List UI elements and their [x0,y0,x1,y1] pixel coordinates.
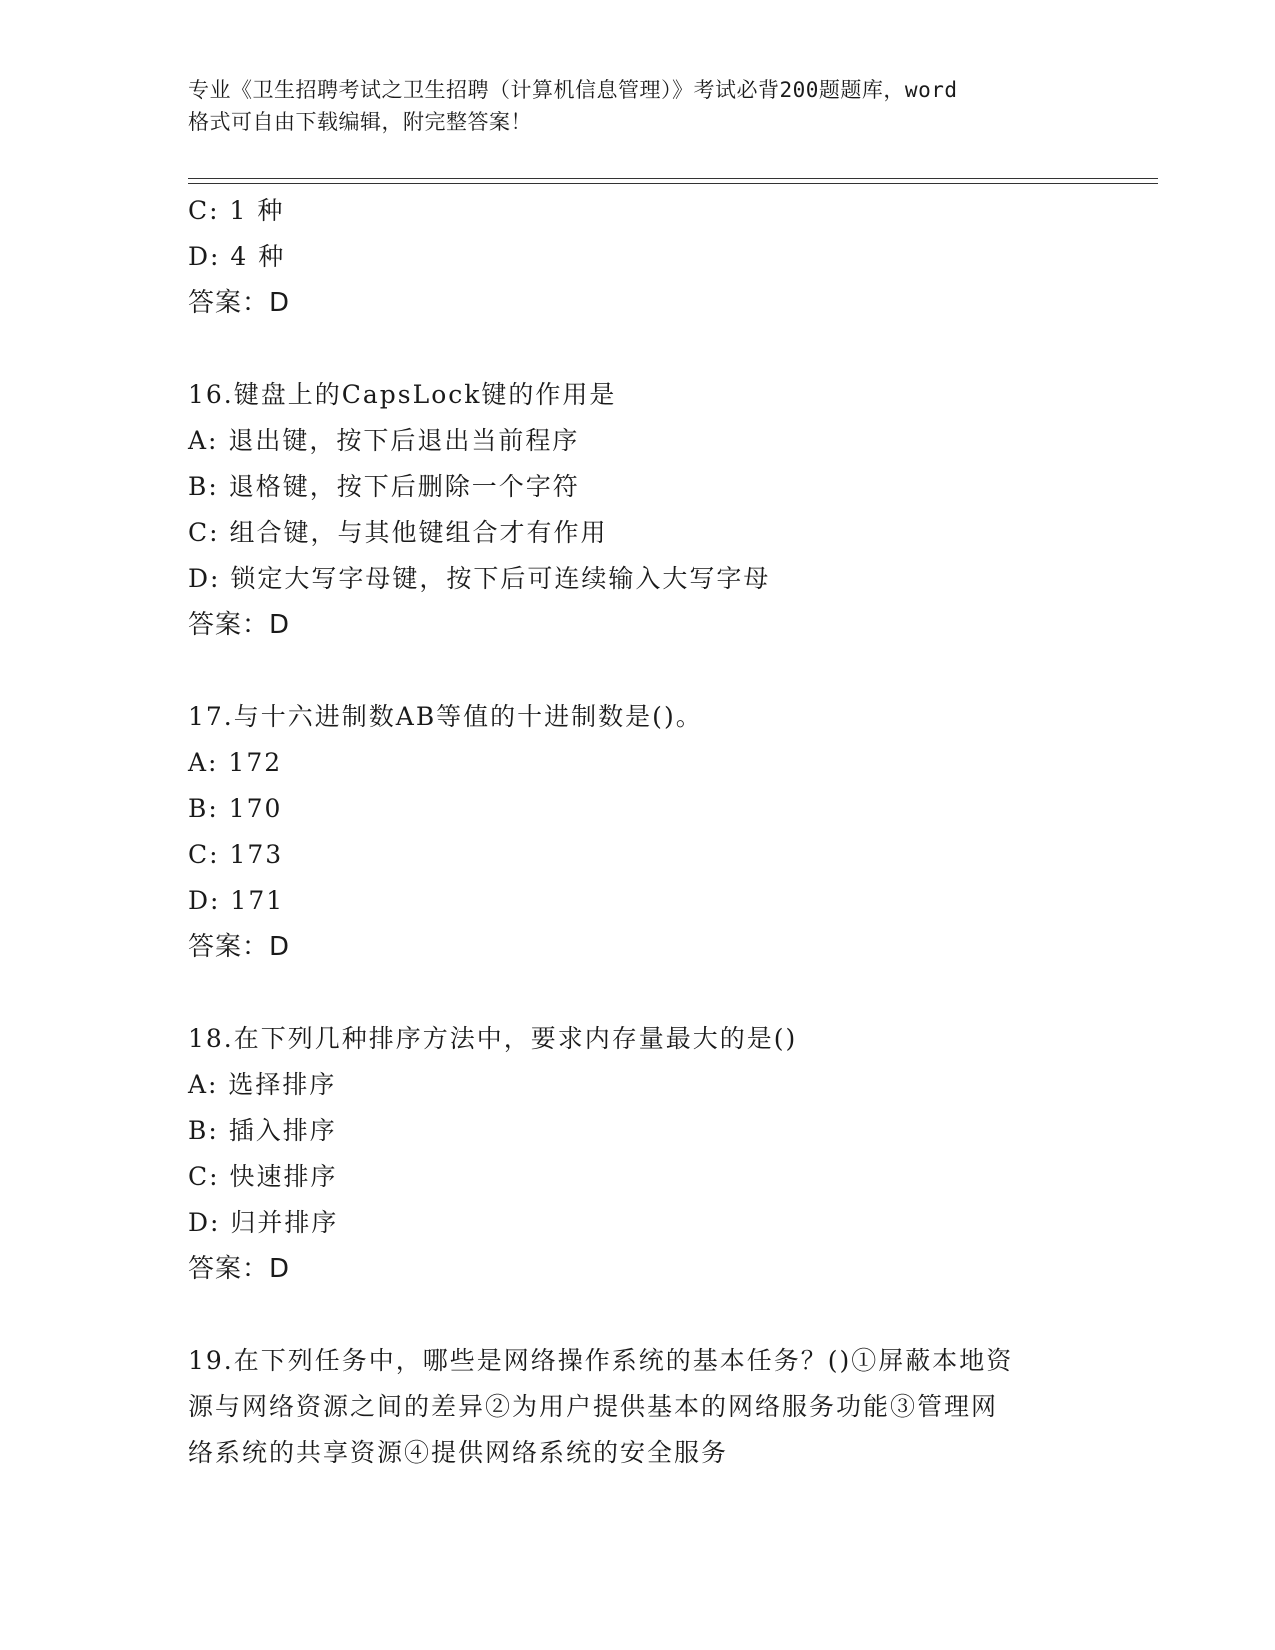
question-stem-line-2: 源与网络资源之间的差异②为用户提供基本的网络服务功能③管理网 [188,1392,999,1421]
header-divider-bottom [188,183,1158,184]
spacer [188,326,1088,372]
option-d: D: 171 [188,886,285,915]
question-content [188,188,1088,1476]
option-a: A: 172 [188,748,283,777]
spacer [188,648,1088,694]
header-line-1: 专业《卫生招聘考试之卫生招聘（计算机信息管理）》考试必背200题题库，word [188,78,958,102]
question-18 [188,1016,1088,1292]
option-d: D: 归并排序 [188,1208,339,1237]
option-b: B: 170 [188,794,283,823]
spacer [188,1292,1088,1338]
spacer [188,970,1088,1016]
question-stem: 18.在下列几种排序方法中，要求内存量最大的是() [188,1024,798,1053]
header-line-2: 格式可自由下载编辑，附完整答案！ [188,110,532,134]
option-c: C: 173 [188,840,284,869]
answer: 答案：D [188,288,291,318]
option-c: C: 1 种 [188,196,285,225]
option-a: A: 退出键，按下后退出当前程序 [188,426,580,455]
option-a: A: 选择排序 [188,1070,337,1099]
answer: 答案：D [188,932,291,962]
question-19 [188,1338,1088,1476]
question-16 [188,372,1088,648]
question-stem-line-1: 19.在下列任务中，哪些是网络操作系统的基本任务？()①屏蔽本地资 [188,1346,1014,1375]
option-d: D: 4 种 [188,242,286,271]
answer: 答案：D [188,1254,291,1284]
answer: 答案：D [188,610,291,640]
document-header [188,74,1108,138]
option-b: B: 退格键，按下后删除一个字符 [188,472,580,501]
option-c: C: 快速排序 [188,1162,338,1191]
header-divider-top [188,178,1158,179]
question-stem: 16.键盘上的CapsLock键的作用是 [188,380,617,409]
option-d: D: 锁定大写字母键，按下后可连续输入大写字母 [188,564,771,593]
question-stem: 17.与十六进制数AB等值的十进制数是()。 [188,702,703,731]
question-17 [188,694,1088,970]
option-b: B: 插入排序 [188,1116,337,1145]
option-c: C: 组合键，与其他键组合才有作用 [188,518,608,547]
question-15-tail [188,188,1088,326]
question-stem-line-3: 络系统的共享资源④提供网络系统的安全服务 [188,1438,729,1467]
